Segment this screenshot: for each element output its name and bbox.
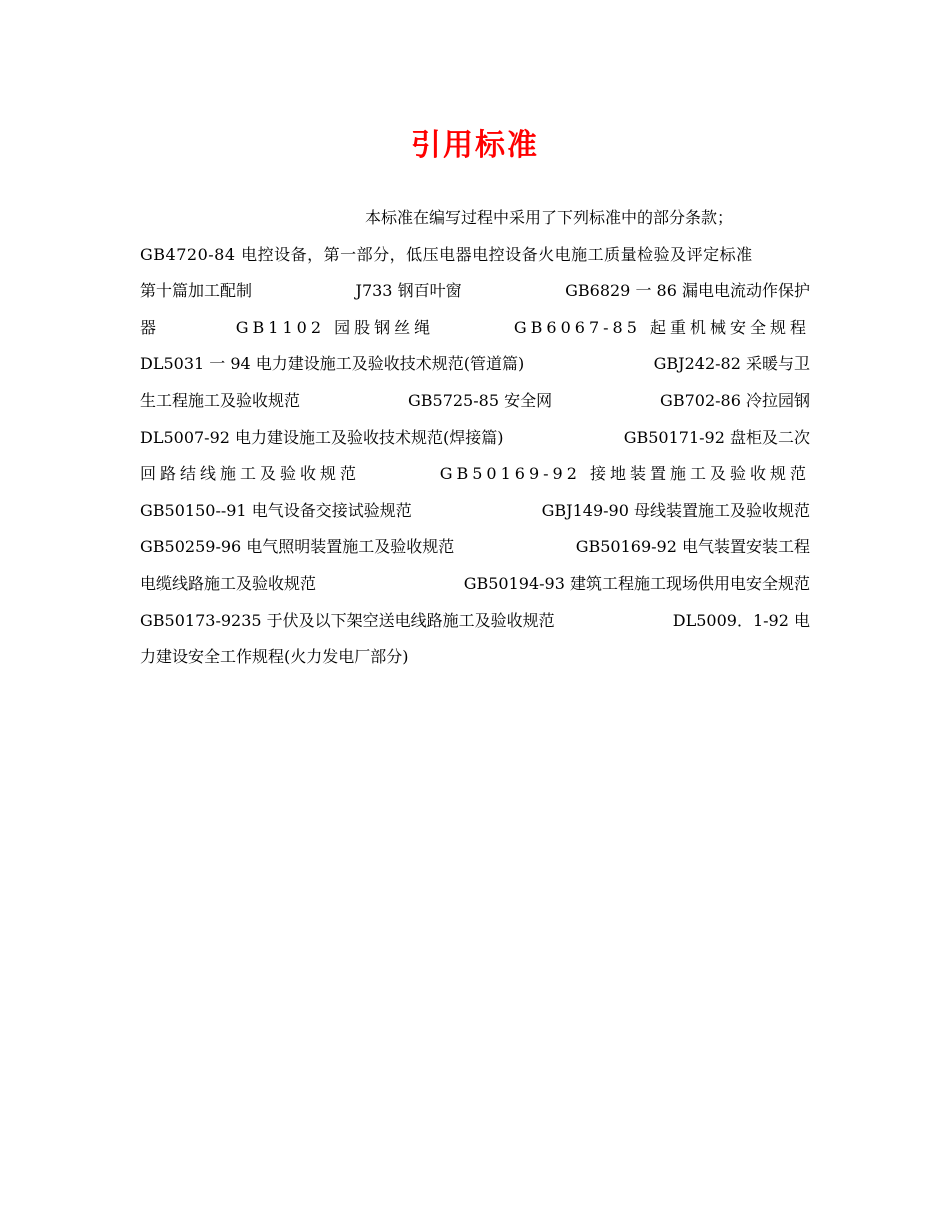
intro-paragraph [140, 200, 810, 237]
body-line-9 [140, 529, 810, 566]
body-line-1 [140, 237, 810, 274]
standard-entry: DL5031 一 94 电力建设施工及验收技术规范(管道篇) [140, 354, 525, 374]
body-line-11 [140, 603, 810, 640]
body-line-2 [140, 273, 810, 310]
standard-entry: DL5009．1-92 电 [672, 610, 810, 630]
standard-entry: GB5725-85 安全网 [407, 390, 553, 410]
standard-entry: GB50150--91 电气设备交接试验规范 [140, 500, 412, 520]
body-line-12 [140, 639, 810, 676]
standard-entry: GB4720-84 电控设备，第一部分，低压电器电控设备火电施工质量检验及评定标准 [140, 244, 753, 264]
standard-entry: GB6067-85 起重机械安全规程 [513, 317, 810, 337]
standard-entry: GB50173-9235 于伏及以下架空送电线路施工及验收规范 [140, 610, 555, 630]
body-line-3 [140, 310, 810, 347]
body-line-4 [140, 346, 810, 383]
standard-entry: GB50169-92 电气装置安装工程 [575, 537, 810, 557]
intro-text: 本标准在编写过程中采用了下列标准中的部分条款； [365, 208, 734, 227]
standard-entry: GB1102 园股钢丝绳 [235, 317, 435, 337]
standard-entry: GB50259-96 电气照明装置施工及验收规范 [140, 537, 455, 557]
standard-entry: J733 钢百叶窗 [355, 281, 462, 301]
standard-entry: GBJ242-82 采暖与卫 [653, 354, 810, 374]
document-body [140, 200, 810, 676]
document-title: 引用标准 [411, 128, 539, 163]
standard-entry: GBJ149-90 母线装置施工及验收规范 [541, 500, 810, 520]
standard-entry: 力建设安全工作规程(火力发电厂部分) [140, 647, 409, 667]
body-line-5 [140, 383, 810, 420]
standard-entry: 器 [140, 317, 157, 337]
body-line-8 [140, 493, 810, 530]
body-line-10 [140, 566, 810, 603]
standard-entry: DL5007-92 电力建设施工及验收技术规范(焊接篇) [140, 427, 504, 447]
standard-entry: 第十篇加工配制 [140, 281, 253, 301]
standard-entry: 电缆线路施工及验收规范 [140, 573, 317, 593]
standard-entry: GB50194-93 建筑工程施工现场供用电安全规范 [463, 573, 810, 593]
standard-entry: GB6829 一 86 漏电电流动作保护 [565, 281, 810, 301]
standard-entry: GB702-86 冷拉园钢 [660, 390, 810, 410]
body-line-7 [140, 456, 810, 493]
standard-entry: GB50171-92 盘柜及二次 [623, 427, 810, 447]
standard-entry: GB50169-92 接地装置施工及验收规范 [439, 464, 810, 484]
body-line-6 [140, 420, 810, 457]
standard-entry: 回路结线施工及验收规范 [140, 464, 361, 484]
standard-entry: 生工程施工及验收规范 [140, 390, 301, 410]
